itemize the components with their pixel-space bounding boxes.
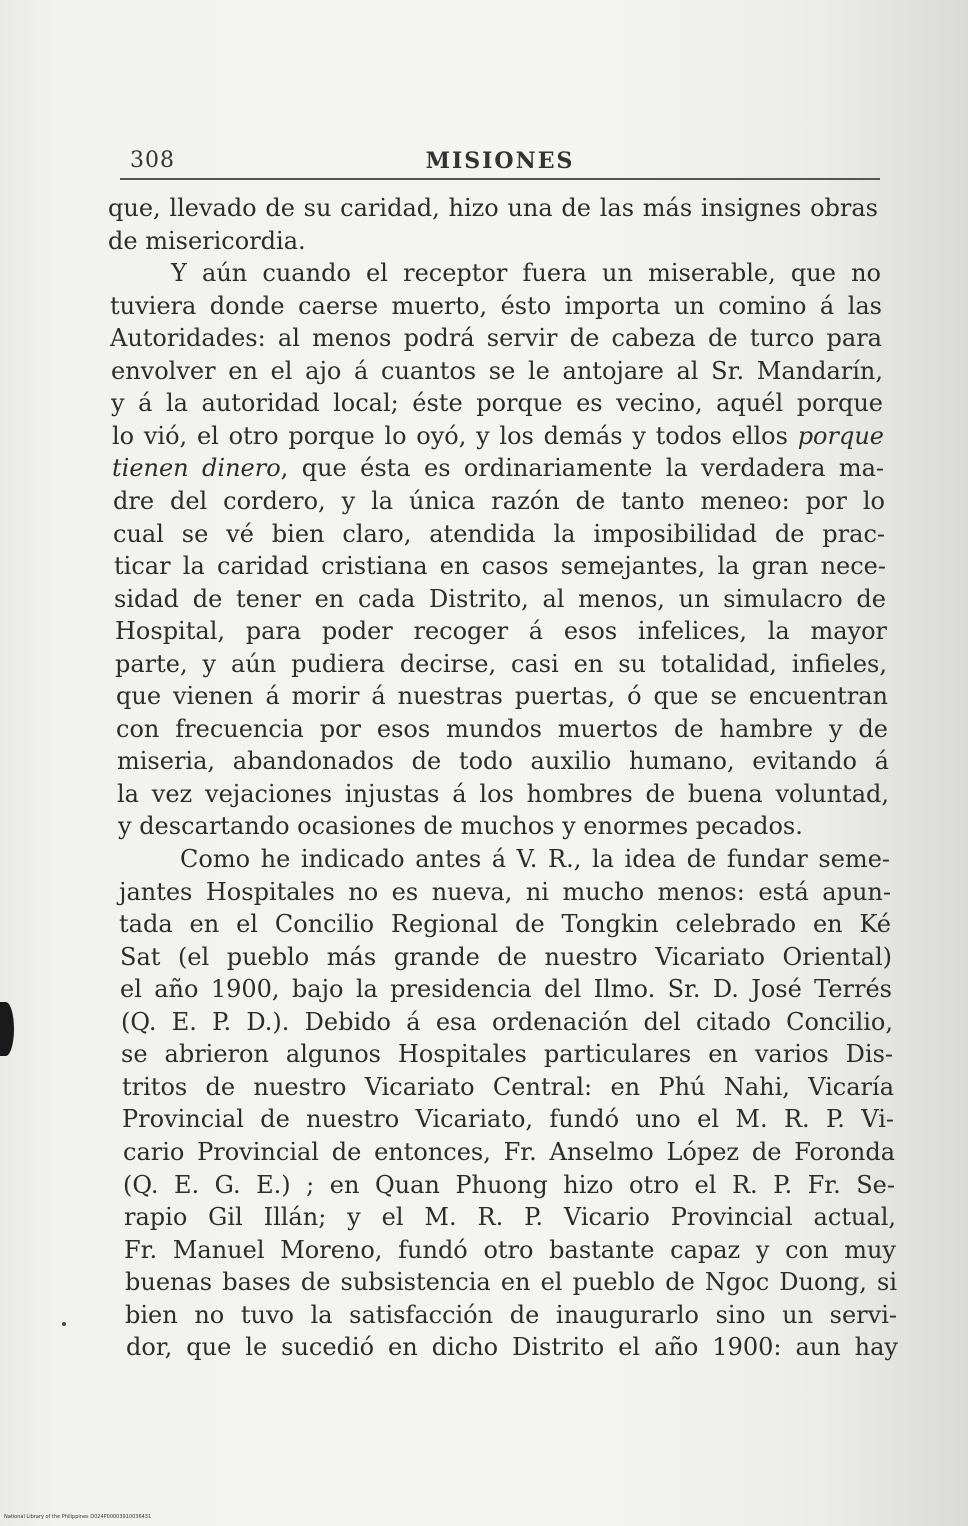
text-line (114, 550, 886, 582)
text-line (121, 1038, 893, 1070)
line-text: que vienen á morir á nuestras puertas, ó que se encuentran (116, 682, 888, 710)
line-text: miseria, abandonados de todo auxilio humano, evitando á (117, 747, 889, 775)
line-text: Autoridades: al menos podrá servir de cabeza de turco para (110, 324, 882, 352)
line-text: jantes Hospitales no es nueva, ni mucho menos: está apun- (119, 878, 891, 906)
line-text: Provincial de nuestro Vicariato, fundó uno el M. R. P. Vi- (122, 1105, 894, 1133)
line-text: Hospital, para poder recoger á esos infelices, la mayor (115, 617, 887, 645)
text-line (115, 615, 887, 647)
line-text: rapio Gil Illán; y el M. R. P. Vicario Provincial actual, (124, 1203, 896, 1231)
line-text: Sat (el pueblo más grande de nuestro Vicariato Oriental) (120, 943, 892, 971)
line-text: dor, que le sucedió en dicho Distrito el año 1900: aun hay (126, 1333, 898, 1361)
text-line (118, 810, 890, 842)
line-text: buenas bases de subsistencia en el pueblo de Ngoc Duong, si (125, 1268, 897, 1296)
text-line (126, 1331, 898, 1363)
text-line (117, 778, 889, 810)
text-line (125, 1266, 897, 1298)
line-text: que, llevado de su caridad, hizo una de las más insignes obras (108, 194, 878, 222)
text-line (124, 1234, 896, 1266)
line-text: (Q. E. P. D.). Debido á esa ordenación del citado Concilio, (121, 1008, 893, 1036)
text-line (117, 745, 889, 777)
line-text: bien no tuvo la satisfacción de inaugurarlo sino un servi- (125, 1301, 897, 1329)
line-text: tritos de nuestro Vicariato Central: en Phú Nahi, Vicaría (122, 1073, 894, 1101)
line-text: , que ésta es ordinariamente la verdadera ma- (280, 454, 884, 482)
line-text: de misericordia. (108, 227, 306, 255)
text-line (113, 485, 885, 517)
text-line (180, 843, 890, 875)
text-line (111, 387, 883, 419)
text-line (111, 355, 883, 387)
text-line (124, 1201, 896, 1233)
text-line (108, 192, 878, 224)
line-text: Y aún cuando el receptor fuera un miserable, que no (171, 259, 881, 287)
line-text: sidad de tener en cada Distrito, al menos, un simulacro de (114, 585, 886, 613)
text-line (123, 1169, 895, 1201)
line-text: lo vió, el otro porque lo oyó, y los demás y todos ellos (112, 422, 798, 450)
text-line (120, 973, 892, 1005)
line-text: tuviera donde caerse muerto, ésto importa un comino á las (110, 292, 882, 320)
text-line (108, 225, 878, 257)
italic-text: porque (797, 422, 884, 450)
line-text: y á la autoridad local; éste porque es vecino, aquél porque (111, 389, 883, 417)
line-text: Fr. Manuel Moreno, fundó otro bastante capaz y con muy (124, 1236, 896, 1264)
speck (62, 1322, 66, 1326)
text-line (123, 1136, 895, 1168)
text-line (113, 518, 885, 550)
line-text: se abrieron algunos Hospitales particulares en varios Dis- (121, 1040, 893, 1068)
text-line (121, 1006, 893, 1038)
line-text: y descartando ocasiones de muchos y enormes pecados. (118, 812, 803, 840)
footer-credit: National Library of the Philippines D024P00003910036431 (4, 1514, 152, 1520)
page-header (120, 148, 880, 180)
text-line (122, 1071, 894, 1103)
line-text: la vez vejaciones injustas á los hombres de buena voluntad, (117, 780, 889, 808)
line-text: envolver en el ajo á cuantos se le antojare al Sr. Mandarín, (111, 357, 883, 385)
running-head: MISIONES (425, 148, 575, 174)
text-line (125, 1299, 897, 1331)
text-line (112, 452, 884, 484)
line-text: parte, y aún pudiera decirse, casi en su totalidad, infieles, (115, 650, 887, 678)
line-text: ticar la caridad cristiana en casos semejantes, la gran nece- (114, 552, 886, 580)
line-text: con frecuencia por esos mundos muertos de hambre y de (116, 715, 888, 743)
text-line (116, 713, 888, 745)
page-number: 308 (130, 148, 175, 173)
text-line (112, 420, 884, 452)
italic-text: tienen dinero (112, 454, 281, 482)
line-text: tada en el Concilio Regional de Tongkin celebrado en Ké (119, 910, 891, 938)
line-text: cario Provincial de entonces, Fr. Anselmo López de Foronda (123, 1138, 895, 1166)
text-line (110, 290, 882, 322)
line-text: dre del cordero, y la única razón de tanto meneo: por lo (113, 487, 885, 515)
text-line (116, 680, 888, 712)
line-text: (Q. E. G. E.) ; en Quan Phuong hizo otro el R. P. Fr. Se- (123, 1171, 895, 1199)
text-line (120, 941, 892, 973)
text-line (122, 1103, 894, 1135)
text-line (110, 322, 882, 354)
text-line (171, 257, 881, 289)
line-text: Como he indicado antes á V. R., la idea de fundar seme- (180, 845, 890, 873)
line-text: cual se vé bien claro, atendida la imposibilidad de prac- (113, 520, 885, 548)
text-line (119, 876, 891, 908)
line-text: el año 1900, bajo la presidencia del Ilmo. Sr. D. José Terrés (120, 975, 892, 1003)
text-line (115, 648, 887, 680)
page-edge-mark (0, 1002, 14, 1056)
text-line (119, 908, 891, 940)
text-line (114, 583, 886, 615)
